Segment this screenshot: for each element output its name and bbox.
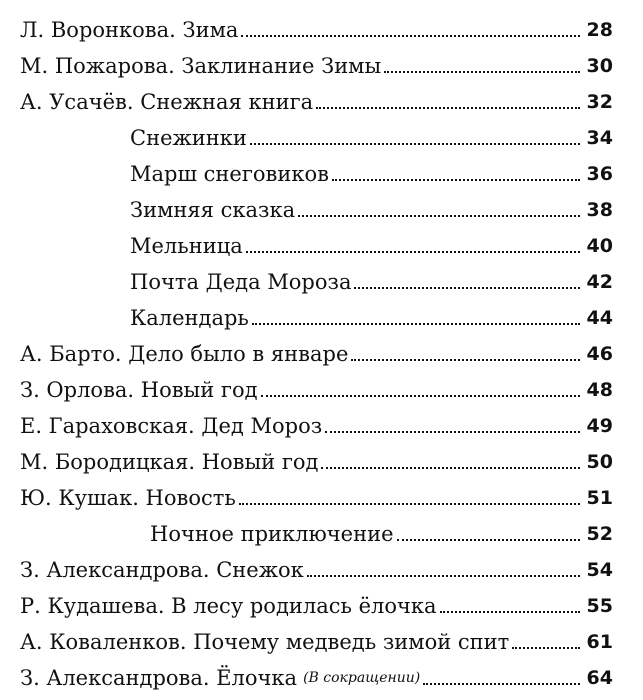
toc-entry-title: З. Александрова. Снежок	[20, 558, 304, 582]
toc-entry	[20, 368, 613, 404]
toc-entry	[20, 620, 613, 656]
toc-entry	[20, 656, 613, 692]
toc-entry	[20, 440, 613, 476]
toc-entry-title: М. Бородицкая. Новый год	[20, 450, 319, 474]
toc-entry-page: 48	[586, 379, 613, 401]
toc-subentry	[130, 260, 613, 296]
toc-entry-page: 38	[586, 199, 613, 221]
dot-leader	[384, 71, 580, 73]
toc-entry-title: Календарь	[130, 306, 249, 330]
dot-leader	[307, 575, 580, 577]
toc-entry-note: (В сокращении)	[303, 670, 421, 686]
toc-subentry	[130, 152, 613, 188]
toc-entry-page: 40	[586, 235, 613, 257]
toc-entry-page: 28	[586, 19, 613, 41]
dot-leader	[321, 467, 580, 469]
dot-leader	[440, 611, 580, 613]
toc-entry	[20, 476, 613, 512]
toc-entry-page: 34	[586, 127, 613, 149]
dot-leader	[241, 35, 580, 37]
toc-entry-title: Р. Кудашева. В лесу родилась ёлочка	[20, 594, 437, 618]
toc-entry	[20, 80, 613, 116]
toc-entry	[20, 8, 613, 44]
toc-entry-title: Почта Деда Мороза	[130, 270, 352, 294]
toc-entry-title: Марш снеговиков	[130, 162, 329, 186]
toc-entry-page: 32	[586, 91, 613, 113]
toc-entry-title: А. Барто. Дело было в январе	[20, 342, 349, 366]
dot-leader	[246, 251, 580, 253]
toc-entry-title: З. Александрова. Ёлочка	[20, 666, 298, 690]
toc-entry-page: 42	[586, 271, 613, 293]
dot-leader	[250, 143, 580, 145]
toc-entry-title: А. Коваленков. Почему медведь зимой спит	[20, 630, 510, 654]
dot-leader	[298, 215, 580, 217]
toc-subentry	[130, 188, 613, 224]
dot-leader	[316, 107, 580, 109]
dot-leader	[239, 503, 580, 505]
toc-entry-title: Л. Воронкова. Зима	[20, 18, 239, 42]
toc-entry-page: 52	[586, 523, 613, 545]
toc-entry-page: 61	[586, 631, 613, 653]
dot-leader	[512, 647, 580, 649]
toc-entry	[20, 548, 613, 584]
toc-entry	[20, 44, 613, 80]
toc-entry-page: 30	[586, 55, 613, 77]
dot-leader	[397, 539, 581, 541]
dot-leader	[332, 179, 580, 181]
toc-entry-title: М. Пожарова. Заклинание Зимы	[20, 54, 382, 78]
dot-leader	[423, 683, 580, 685]
toc-entry-page: 54	[586, 559, 613, 581]
toc-entry-page: 46	[586, 343, 613, 365]
dot-leader	[252, 323, 580, 325]
toc-subentry	[130, 116, 613, 152]
toc-entry-page: 55	[586, 595, 613, 617]
toc-entry-title: А. Усачёв. Снежная книга	[20, 90, 314, 114]
dot-leader	[354, 287, 580, 289]
toc-entry-title: Мельница	[130, 234, 243, 258]
toc-entry	[20, 404, 613, 440]
toc-entry-title: Снежинки	[130, 126, 247, 150]
toc-entry-title: Е. Гараховская. Дед Мороз	[20, 414, 323, 438]
toc-entry-page: 64	[586, 667, 613, 689]
toc-entry-page: 44	[586, 307, 613, 329]
toc-entry-title: З. Орлова. Новый год	[20, 378, 258, 402]
toc-entry	[20, 332, 613, 368]
toc-subentry	[130, 224, 613, 260]
dot-leader	[325, 431, 580, 433]
toc-entry-title: Ночное приключение	[150, 522, 394, 546]
dot-leader	[351, 359, 580, 361]
toc-entry-page: 51	[586, 487, 613, 509]
toc-subentry	[150, 512, 613, 548]
dot-leader	[261, 395, 580, 397]
toc-subentry	[130, 296, 613, 332]
toc-entry	[20, 584, 613, 620]
toc-entry-title: Зимняя сказка	[130, 198, 296, 222]
toc-entry-page: 49	[586, 415, 613, 437]
toc-entry-title: Ю. Кушак. Новость	[20, 486, 236, 510]
toc-entry-page: 50	[586, 451, 613, 473]
toc-entry-page: 36	[586, 163, 613, 185]
